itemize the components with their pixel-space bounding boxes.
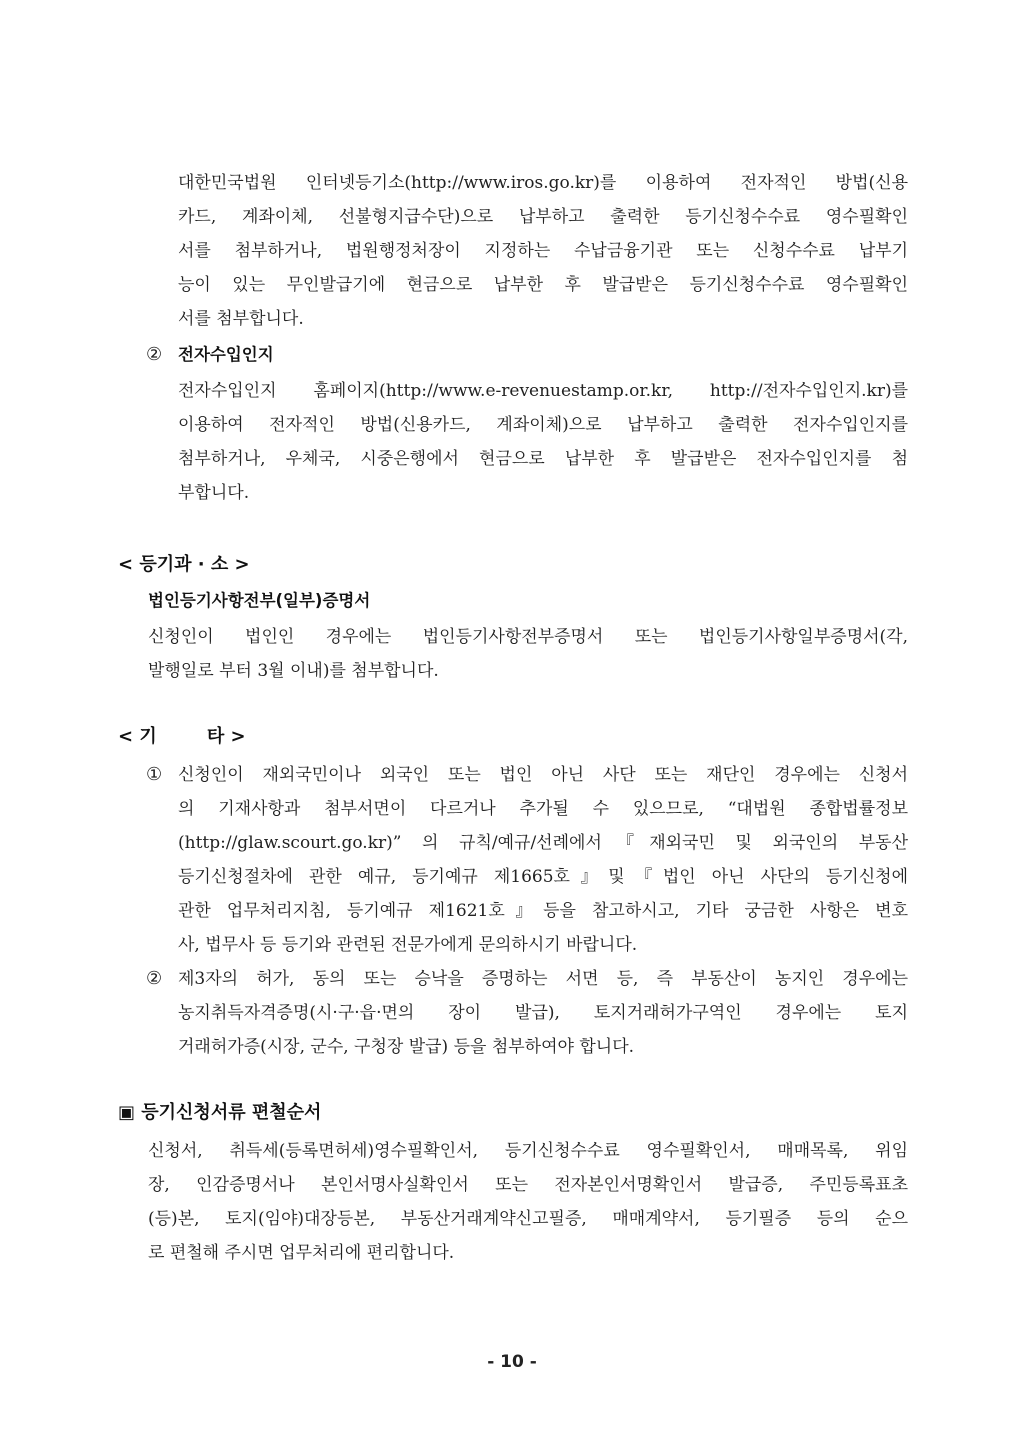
registry-paragraph [148, 620, 908, 688]
paragraph-line: 농지취득자격증명(시·구·읍·면의 장이 발급), 토지거래허가구역인 경우에는 토지 [178, 1003, 908, 1023]
registry-subheading: 법인등기사항전부(일부)증명서 [148, 591, 371, 610]
paragraph-line: 신청서, 취득세(등록면허세)영수필확인서, 등기신청수수료 영수필확인서, 매매목록, 위임 [148, 1141, 908, 1161]
paragraph-line: 제3자의 허가, 동의 또는 승낙을 증명하는 서면 등, 즉 부동산이 농지인 경우에는 [178, 969, 908, 989]
paragraph-line: 로 편철해 주시면 업무처리에 편리합니다. [148, 1243, 455, 1263]
paragraph-line: 신청인이 법인인 경우에는 법인등기사항전부증명서 또는 법인등기사항일부증명서(각, [148, 627, 908, 647]
paragraph-line: 거래허가증(시장, 군수, 구청장 발급) 등을 첨부하여야 합니다. [178, 1037, 635, 1057]
item-marker: ② [146, 968, 163, 989]
paragraph-line: 등기신청절차에 관한 예규, 등기예규 제1665호』및『법인 아닌 사단의 등기신청에 [178, 867, 908, 887]
paragraph-line: 서를 첨부합니다. [178, 309, 304, 329]
paragraph-line: 능이 있는 무인발급기에 현금으로 납부한 후 발급받은 등기신청수수료 영수필확인 [178, 275, 908, 295]
filing-order-paragraph [148, 1134, 908, 1270]
other-item-1 [178, 758, 908, 962]
paragraph-line: 의 기재사항과 첨부서면이 다르거나 추가될 수 있으므로, “대법원 종합법률정보 [178, 799, 908, 819]
paragraph-line: 발행일로 부터 3월 이내)를 첨부합니다. [148, 661, 439, 681]
paragraph-line: 첨부하거나, 우체국, 시중은행에서 현금으로 납부한 후 발급받은 전자수입인지를 첨 [178, 449, 908, 469]
stamp-paragraph [178, 374, 908, 510]
stamp-title: 전자수입인지 [178, 345, 274, 364]
paragraph-line: 서를 첨부하거나, 법원행정처장이 지정하는 수납금융기관 또는 신청수수료 납부기 [178, 241, 908, 261]
filing-order-heading: ▣ 등기신청서류 편철순서 [118, 1102, 322, 1123]
item-marker: ① [146, 764, 163, 785]
other-heading: < 기 타 > [118, 726, 246, 747]
paragraph-line: (http://glaw.scourt.go.kr)” 의 규칙/예규/선례에서『재외국민 및 외국인의 부동산 [178, 833, 908, 853]
paragraph-line: 카드, 계좌이체, 선불형지급수단)으로 납부하고 출력한 등기신청수수료 영수필확인 [178, 207, 908, 227]
item-marker: ② [146, 344, 163, 365]
paragraph-line: 신청인이 재외국민이나 외국인 또는 법인 아닌 사단 또는 재단인 경우에는 신청서 [178, 765, 908, 785]
paragraph-line: 장, 인감증명서나 본인서명사실확인서 또는 전자본인서명확인서 발급증, 주민등록표초 [148, 1175, 908, 1195]
other-item-2 [178, 962, 908, 1064]
paragraph-line: 부합니다. [178, 483, 250, 503]
registry-heading: < 등기과 · 소 > [118, 554, 250, 575]
paragraph-line: (등)본, 토지(임야)대장등본, 부동산거래계약신고필증, 매매계약서, 등기필증 등의 순으 [148, 1209, 908, 1229]
paragraph-line: 이용하여 전자적인 방법(신용카드, 계좌이체)으로 납부하고 출력한 전자수입인지를 [178, 415, 908, 435]
page-number: - 10 - [487, 1352, 537, 1372]
paragraph-line: 대한민국법원 인터넷등기소(http://www.iros.go.kr)를 이용하여 전자적인 방법(신용 [178, 173, 908, 193]
court-fee-paragraph [178, 166, 908, 336]
paragraph-line: 사, 법무사 등 등기와 관련된 전문가에게 문의하시기 바랍니다. [178, 935, 638, 955]
paragraph-line: 전자수입인지 홈페이지(http://www.e-revenuestamp.or.kr, http://전자수입인지.kr)를 [178, 381, 908, 401]
paragraph-line: 관한 업무처리지침, 등기예규 제1621호』등을 참고하시고, 기타 궁금한 사항은 변호 [178, 901, 908, 921]
